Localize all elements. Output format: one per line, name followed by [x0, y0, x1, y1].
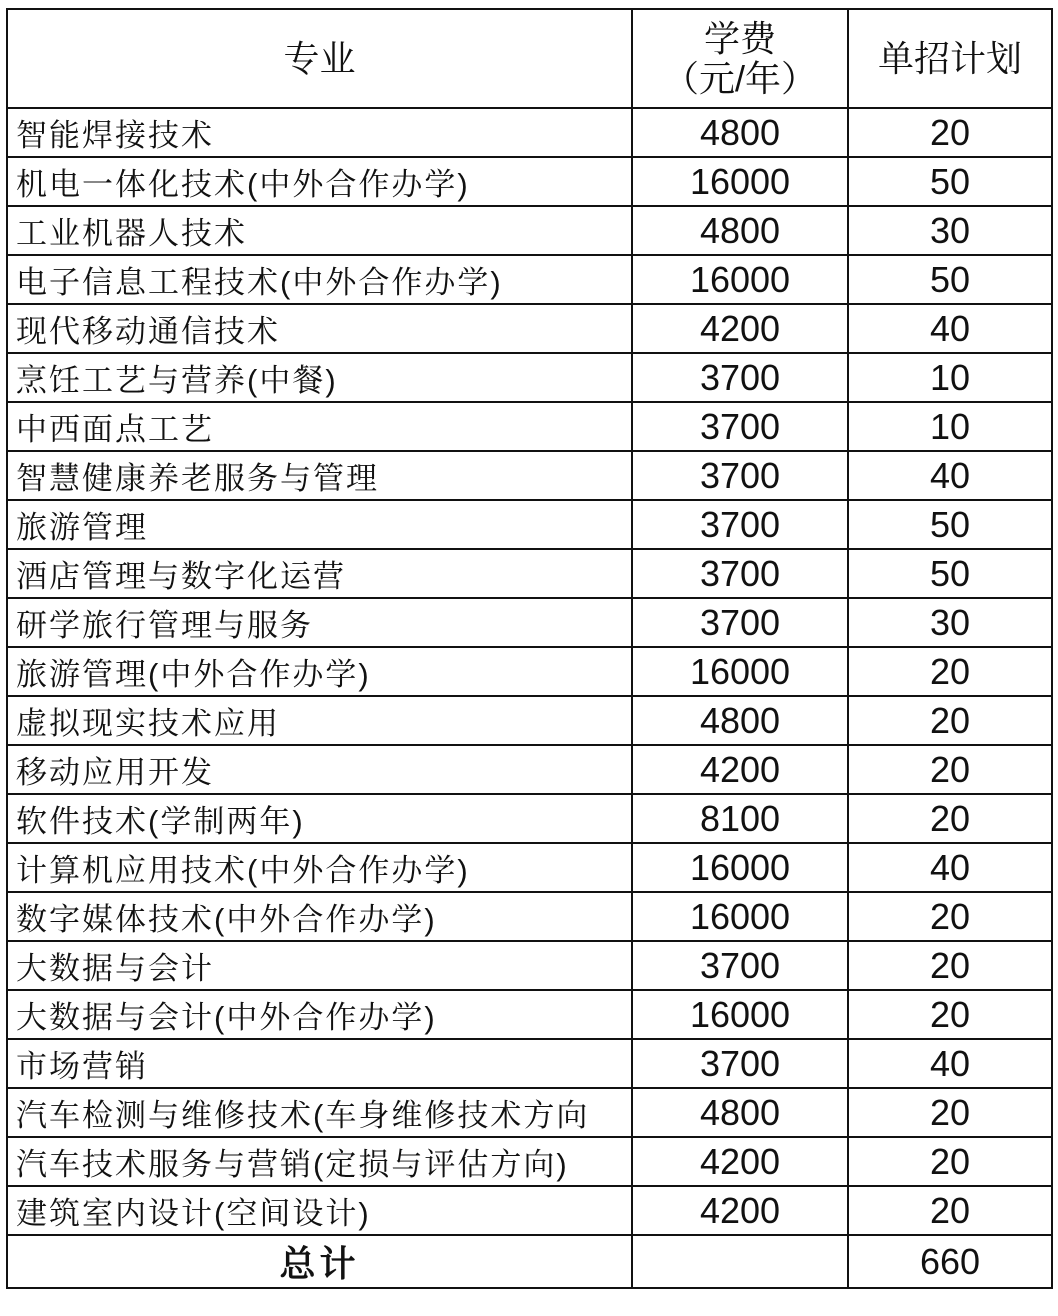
fee-cell: 16000	[632, 892, 848, 941]
major-cell: 移动应用开发	[7, 745, 632, 794]
plan-cell: 50	[848, 255, 1052, 304]
table-row	[7, 745, 1052, 794]
fee-cell: 16000	[632, 843, 848, 892]
fee-cell: 16000	[632, 647, 848, 696]
table-row	[7, 1039, 1052, 1088]
major-cell: 汽车检测与维修技术(车身维修技术方向	[7, 1088, 632, 1137]
table-row	[7, 402, 1052, 451]
fee-cell: 8100	[632, 794, 848, 843]
major-cell: 现代移动通信技术	[7, 304, 632, 353]
fee-cell: 3700	[632, 549, 848, 598]
major-cell: 市场营销	[7, 1039, 632, 1088]
fee-cell: 16000	[632, 990, 848, 1039]
major-cell: 智慧健康养老服务与管理	[7, 451, 632, 500]
plan-cell: 20	[848, 1137, 1052, 1186]
table-row	[7, 500, 1052, 549]
table-row	[7, 1186, 1052, 1235]
plan-cell: 20	[848, 941, 1052, 990]
table-row	[7, 843, 1052, 892]
fee-cell: 4200	[632, 1186, 848, 1235]
major-cell: 机电一体化技术(中外合作办学)	[7, 157, 632, 206]
table-body	[7, 108, 1052, 1235]
major-cell: 智能焊接技术	[7, 108, 632, 157]
plan-cell: 40	[848, 451, 1052, 500]
table-row	[7, 451, 1052, 500]
plan-cell: 20	[848, 794, 1052, 843]
fee-cell: 4800	[632, 206, 848, 255]
total-fee	[632, 1235, 848, 1288]
table-row	[7, 794, 1052, 843]
major-cell: 虚拟现实技术应用	[7, 696, 632, 745]
enrollment-table	[6, 8, 1053, 1289]
major-cell: 大数据与会计	[7, 941, 632, 990]
fee-cell: 3700	[632, 598, 848, 647]
table-row	[7, 990, 1052, 1039]
plan-cell: 20	[848, 647, 1052, 696]
plan-cell: 20	[848, 696, 1052, 745]
major-cell: 研学旅行管理与服务	[7, 598, 632, 647]
fee-cell: 16000	[632, 157, 848, 206]
table-row	[7, 206, 1052, 255]
table-row	[7, 1088, 1052, 1137]
fee-cell: 4200	[632, 1137, 848, 1186]
table-row	[7, 108, 1052, 157]
fee-cell: 4800	[632, 696, 848, 745]
total-plan: 660	[848, 1235, 1052, 1288]
major-cell: 旅游管理(中外合作办学)	[7, 647, 632, 696]
fee-cell: 4200	[632, 745, 848, 794]
plan-cell: 40	[848, 1039, 1052, 1088]
table-row	[7, 696, 1052, 745]
table-row	[7, 1137, 1052, 1186]
table-row	[7, 549, 1052, 598]
table-row	[7, 598, 1052, 647]
major-cell: 工业机器人技术	[7, 206, 632, 255]
plan-cell: 30	[848, 206, 1052, 255]
major-cell: 软件技术(学制两年)	[7, 794, 632, 843]
fee-cell: 3700	[632, 500, 848, 549]
plan-cell: 30	[848, 598, 1052, 647]
fee-cell: 3700	[632, 402, 848, 451]
plan-cell: 10	[848, 402, 1052, 451]
header-fee-line2: （元/年）	[662, 57, 817, 99]
plan-cell: 20	[848, 745, 1052, 794]
plan-cell: 20	[848, 990, 1052, 1039]
plan-cell: 50	[848, 549, 1052, 598]
plan-cell: 10	[848, 353, 1052, 402]
fee-cell: 3700	[632, 1039, 848, 1088]
plan-cell: 20	[848, 892, 1052, 941]
fee-cell: 3700	[632, 353, 848, 402]
fee-cell: 4200	[632, 304, 848, 353]
header-major: 专业	[7, 9, 632, 108]
plan-cell: 50	[848, 500, 1052, 549]
fee-cell: 4800	[632, 108, 848, 157]
plan-cell: 40	[848, 843, 1052, 892]
fee-cell: 3700	[632, 451, 848, 500]
table-row	[7, 353, 1052, 402]
table-row	[7, 941, 1052, 990]
total-row	[7, 1235, 1052, 1288]
header-fee	[632, 9, 848, 108]
plan-cell: 20	[848, 1186, 1052, 1235]
header-plan: 单招计划	[848, 9, 1052, 108]
fee-cell: 3700	[632, 941, 848, 990]
major-cell: 电子信息工程技术(中外合作办学)	[7, 255, 632, 304]
header-row	[7, 9, 1052, 108]
major-cell: 汽车技术服务与营销(定损与评估方向)	[7, 1137, 632, 1186]
fee-cell: 16000	[632, 255, 848, 304]
table-row	[7, 157, 1052, 206]
table-row	[7, 647, 1052, 696]
header-fee-line1: 学费	[703, 17, 776, 59]
major-cell: 数字媒体技术(中外合作办学)	[7, 892, 632, 941]
plan-cell: 20	[848, 108, 1052, 157]
major-cell: 大数据与会计(中外合作办学)	[7, 990, 632, 1039]
major-cell: 建筑室内设计(空间设计)	[7, 1186, 632, 1235]
total-label: 总计	[7, 1235, 632, 1288]
table-row	[7, 304, 1052, 353]
major-cell: 酒店管理与数字化运营	[7, 549, 632, 598]
major-cell: 旅游管理	[7, 500, 632, 549]
major-cell: 计算机应用技术(中外合作办学)	[7, 843, 632, 892]
major-cell: 中西面点工艺	[7, 402, 632, 451]
table-row	[7, 892, 1052, 941]
table-row	[7, 255, 1052, 304]
plan-cell: 50	[848, 157, 1052, 206]
plan-cell: 40	[848, 304, 1052, 353]
major-cell: 烹饪工艺与营养(中餐)	[7, 353, 632, 402]
plan-cell: 20	[848, 1088, 1052, 1137]
fee-cell: 4800	[632, 1088, 848, 1137]
